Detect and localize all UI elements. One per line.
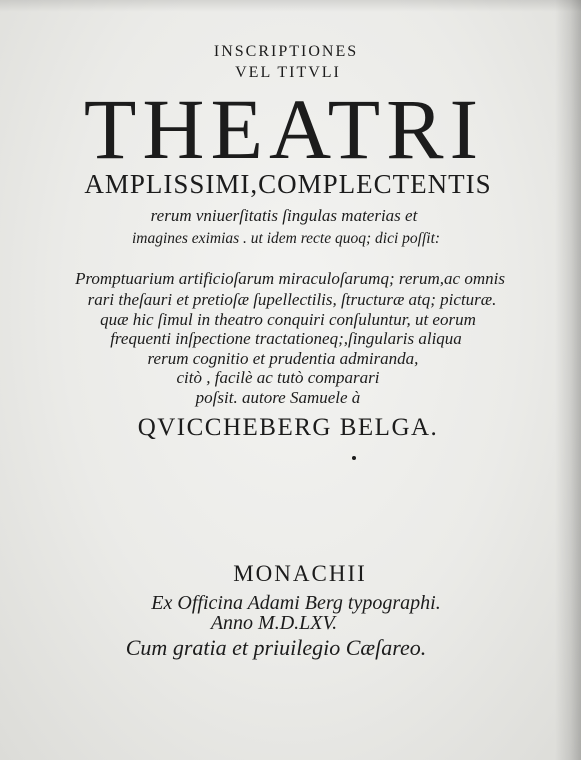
author-name: QVICCHEBERG BELGA. (137, 414, 439, 441)
description-line-3: quæ hic ſimul in theatro conquiri conſuluntur, ut eorum (100, 310, 476, 329)
description-line-6: citò , facilè ac tutò comparari (176, 368, 380, 387)
heading-line-inscriptiones: INSCRIPTIONES (213, 43, 359, 60)
imprint-printer: Ex Officina Adami Berg typographi. (151, 592, 441, 614)
main-title: THEATRI (83, 81, 485, 177)
page-edge-shadow (555, 0, 581, 760)
description-line-2: rari theſauri et pretioſæ ſupellectilis, ſtructuræ atq; picturæ. (87, 290, 497, 309)
description-line-7: poſsit. autore Samuele à (195, 388, 361, 407)
imprint-city: MONACHII (233, 561, 367, 586)
subtitle-line-1: rerum vniuerſitatis ſingulas materias et (150, 206, 418, 225)
heading-line-vel-tituli: VEL TITVLI (235, 64, 341, 81)
page-top-shadow (0, 0, 581, 12)
description-line-1: Promptuarium artificioſarum miraculoſarumq; rerum,ac omnis (75, 269, 505, 288)
ornament-dot (352, 456, 356, 460)
subtitle-caps: AMPLISSIMI,COMPLECTENTIS (84, 169, 492, 199)
imprint-privilege: Cum gratia et priuilegio Cæſareo. (125, 635, 427, 660)
subtitle-line-2: imagines eximias . ut idem recte quoq; dici poſſit: (131, 230, 441, 247)
imprint-year: Anno M.D.LXV. (210, 612, 338, 634)
description-line-5: rerum cognitio et prudentia admiranda, (147, 349, 419, 368)
description-line-4: frequenti inſpectione tractationeq;,ſingularis aliqua (110, 329, 462, 348)
